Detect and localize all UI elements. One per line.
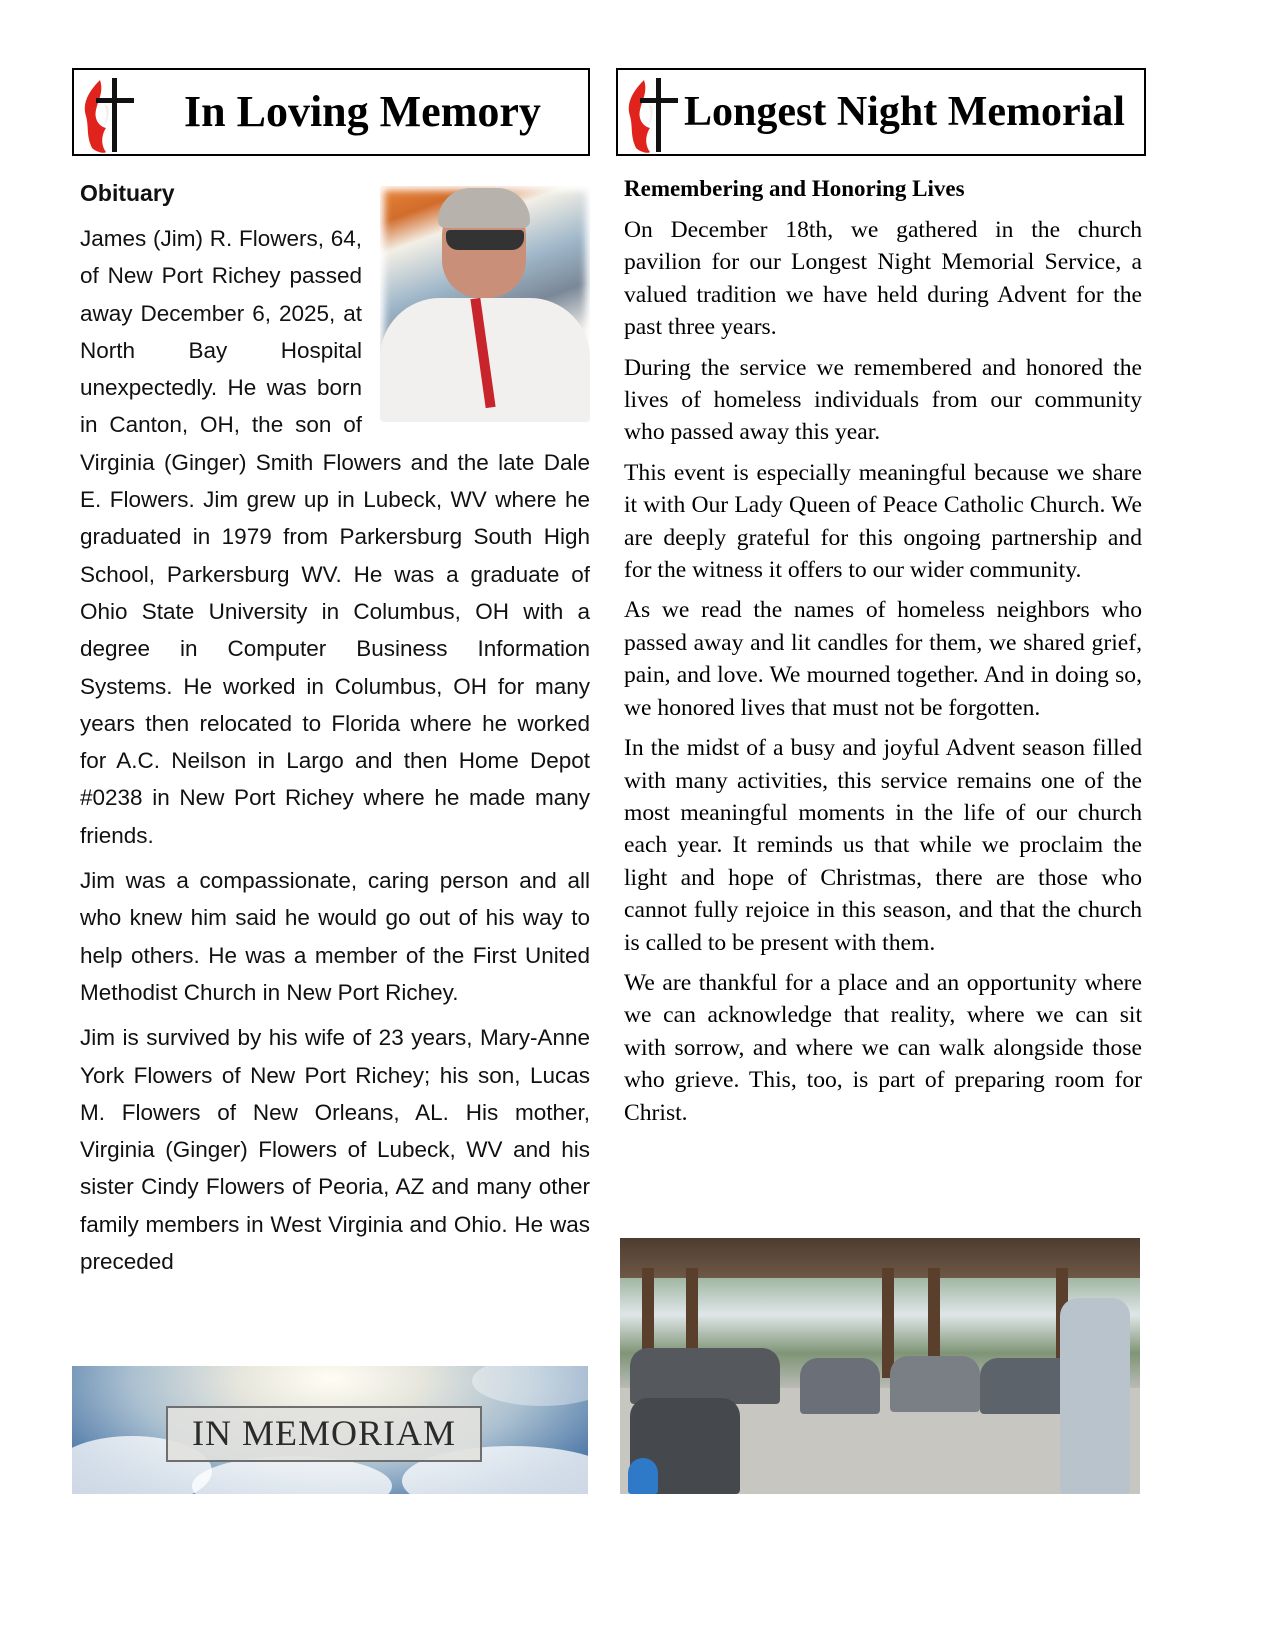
section-title-box — [616, 68, 1146, 156]
page-title: In Loving Memory — [184, 87, 541, 136]
pavilion-service-photo — [620, 1238, 1140, 1494]
page-title: Longest Night Memorial — [684, 89, 1125, 135]
article-paragraph: As we read the names of homeless neighbors who passed away and lit candles for them, we shared grief, pain, and love. We mourned together. And in doing so, we honored lives that must not be forgotten. — [624, 597, 1142, 721]
in-memoriam-label: IN MEMORIAM — [166, 1406, 482, 1462]
article-paragraph: On December 18th, we gathered in the church pavilion for our Longest Night Memorial Service, a valued tradition we have held during Advent for the past three years. — [624, 217, 1142, 341]
obituary-paragraph: Jim is survived by his wife of 23 years, Mary-Anne York Flowers of New Port Richey; his son, Lucas M. Flowers of New Orleans, AL. His mother, Virginia (Ginger) Flowers of Lubeck, WV and his sister Cindy Flowers of Peoria, AZ and many other family members in West Virginia and Ohio. He was preceded — [80, 1025, 590, 1275]
cross-and-flame-icon — [78, 74, 138, 154]
section-title-box — [72, 68, 590, 156]
obituary-heading: Obituary — [80, 180, 175, 206]
article-subheading: Remembering and Honoring Lives — [624, 176, 965, 201]
in-memoriam-banner-image — [72, 1366, 588, 1494]
article-paragraph: We are thankful for a place and an opportunity where we can acknowledge that reality, where we can sit with sorrow, and where we can walk alongside those who grieve. This, too, is part of preparing room for Christ. — [624, 969, 1142, 1126]
obituary-body — [80, 220, 590, 1288]
article-paragraph: In the midst of a busy and joyful Advent season filled with many activities, this service remains one of the most meaningful moments in the life of our church each year. It reminds us that while we proclaim the light and hope of Christmas, there are those who cannot fully rejoice in this season, and that the church is called to be present with them. — [624, 735, 1142, 956]
article-paragraph: During the service we remembered and honored the lives of homeless individuals from our community who passed away this year. — [624, 354, 1142, 446]
article-paragraph: This event is especially meaningful because we share it with Our Lady Queen of Peace Catholic Church. We are deeply grateful for this ongoing partnership and for the witness it offers to our wider community. — [624, 459, 1142, 584]
cross-and-flame-icon — [622, 74, 682, 154]
article-body — [624, 214, 1142, 1137]
obituary-paragraph: Jim was a compassionate, caring person and all who knew him said he would go out of his way to help others. He was a member of the First United Methodist Church in New Port Richey. — [80, 868, 590, 1005]
obituary-paragraph: James (Jim) R. Flowers, 64, of New Port Richey passed away December 6, 2025, at North Bay Hospital unexpectedly. He was born in Canton, OH, the son of Virginia (Ginger) Smith Flowers and the late Dale E. Flowers. Jim grew up in Lubeck, WV where he graduated in 1979 from Parkersburg South High School, Parkersburg WV. He was a graduate of Ohio State University in Columbus, OH with a degree in Computer Business Information Systems. He worked in Columbus, OH for many years then relocated to Florida where he worked for A.C. Neilson in Largo and then Home Depot #0238 in New Port Richey where he made many friends. — [80, 226, 590, 848]
